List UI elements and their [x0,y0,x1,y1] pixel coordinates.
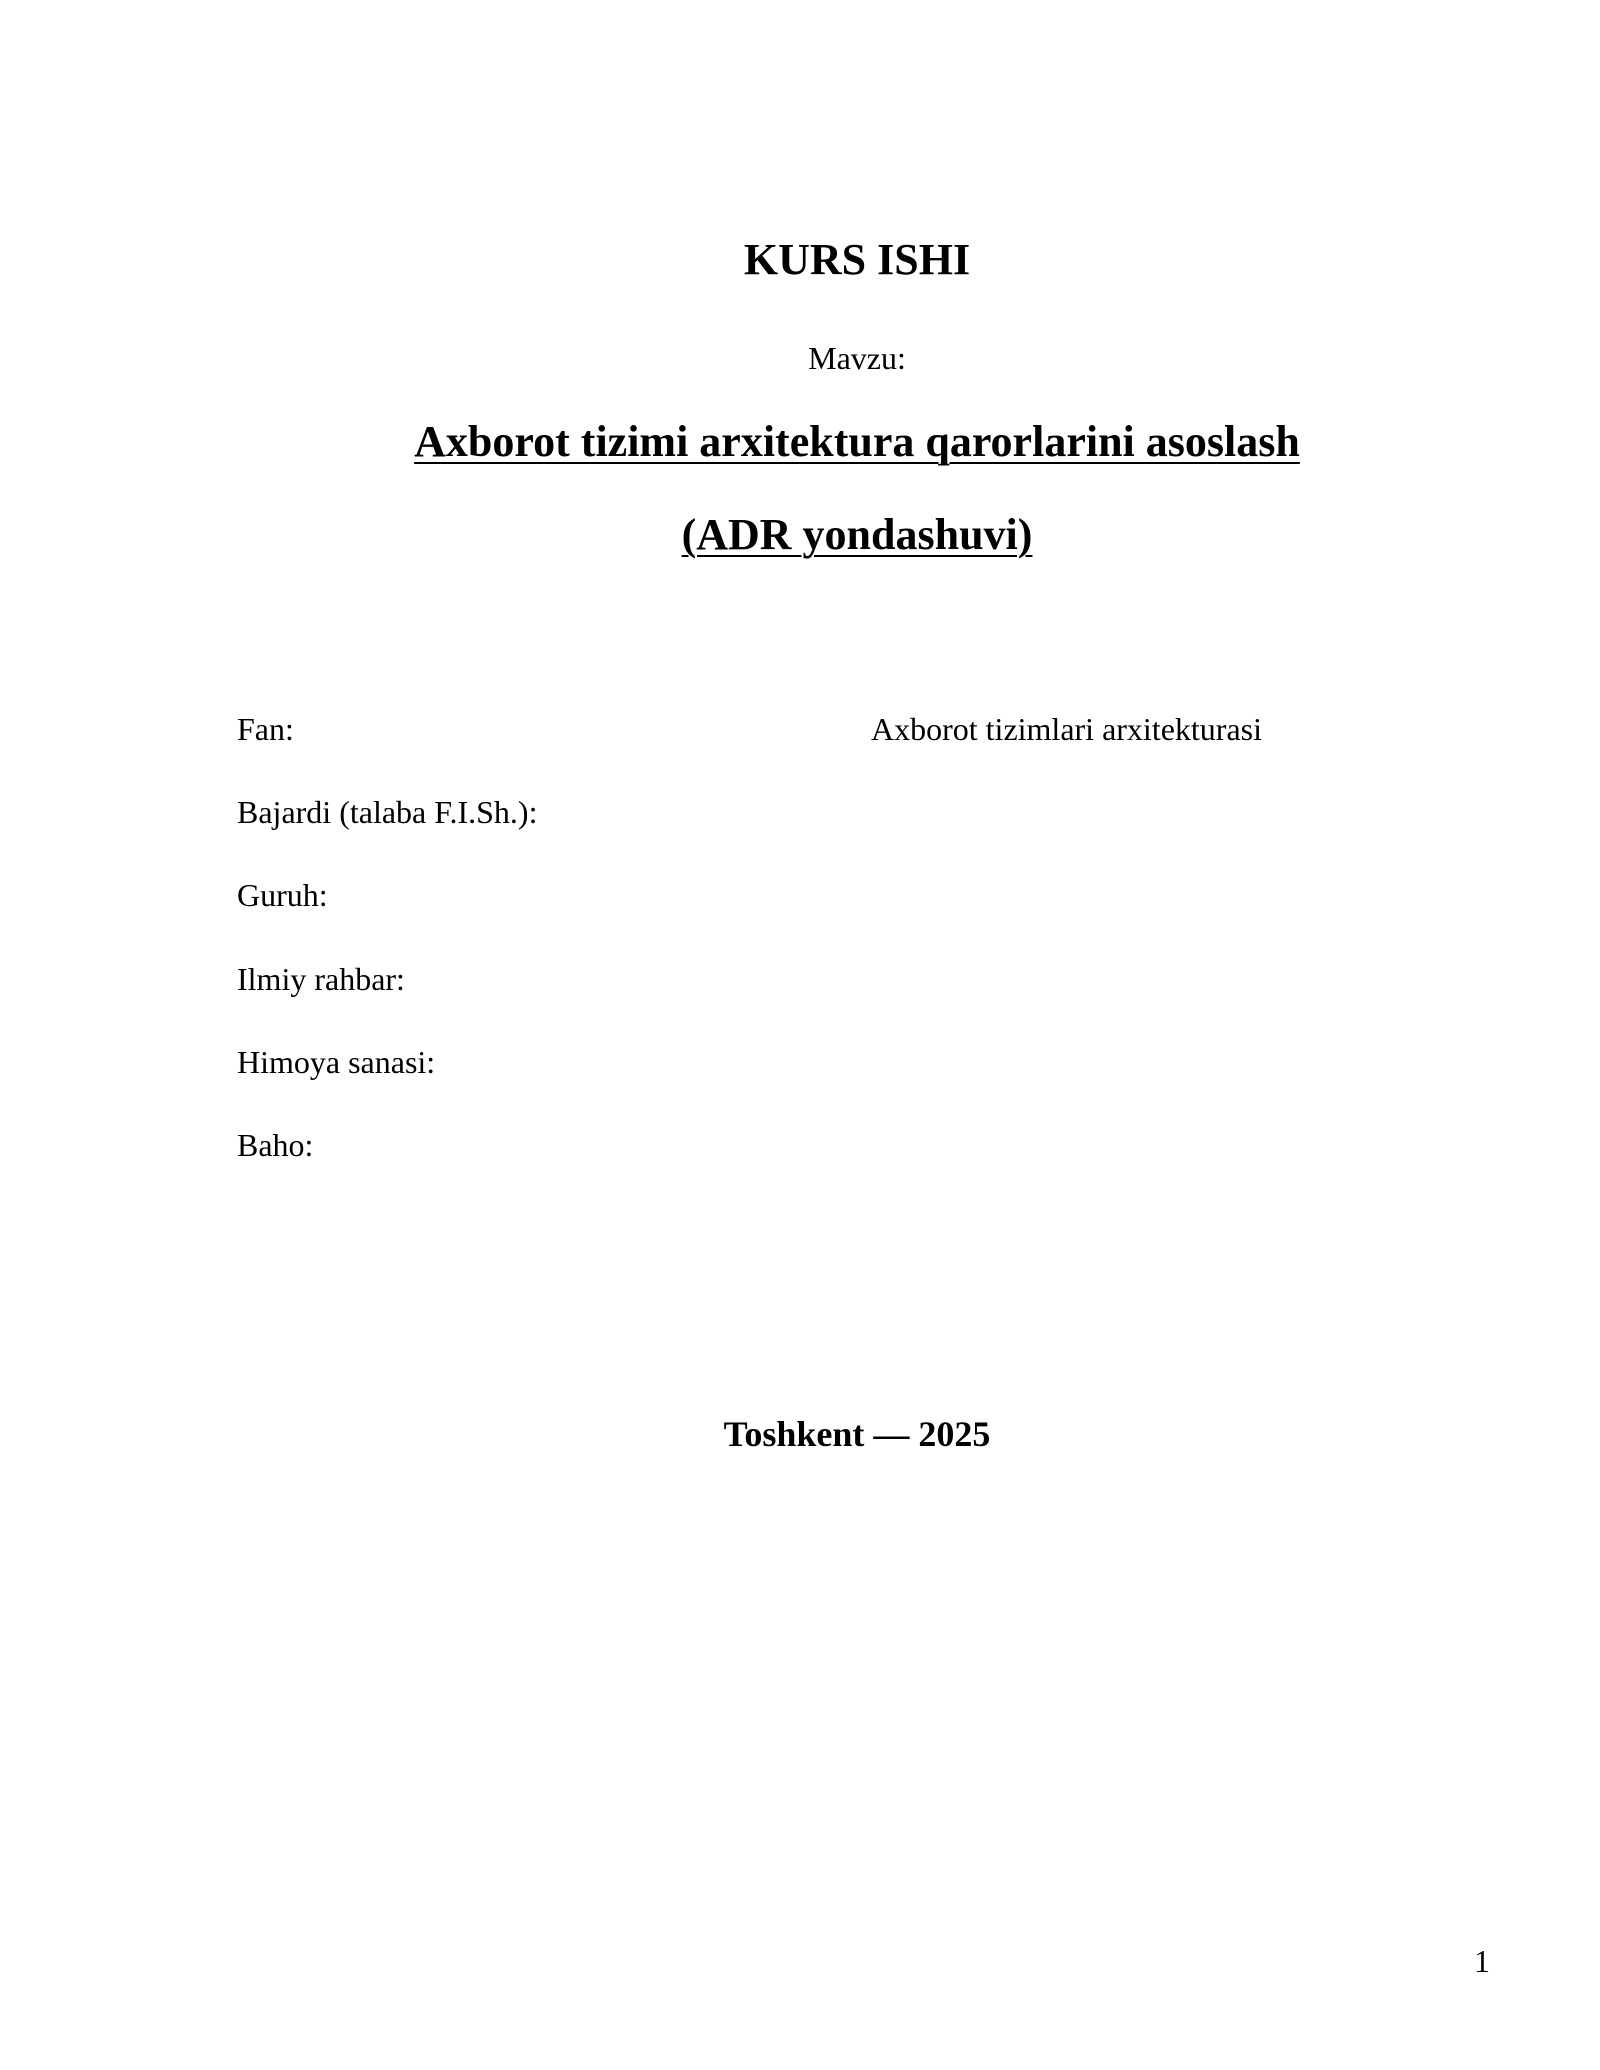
topic-line-2: (ADR yondashuvi) [681,510,1033,559]
info-value-fan: Axborot tizimlari arxitekturasi [871,711,1262,747]
info-label-fan: Fan: [237,711,294,747]
info-label-himoya-sanasi: Himoya sanasi: [237,1044,436,1080]
info-label-guruh: Guruh: [237,877,328,913]
page-number: 1 [1474,1943,1490,1979]
info-label-bajardi: Bajardi (talaba F.I.Sh.): [237,794,538,830]
topic-label: Mavzu: [808,340,906,376]
document-title: KURS ISHI [743,235,971,284]
footer-city-year: Toshkent — 2025 [723,1414,991,1454]
info-label-ilmiy-rahbar: Ilmiy rahbar: [237,961,405,997]
topic-line-1: Axborot tizimi arxitektura qarorlarini asoslash [414,417,1300,466]
info-label-baho: Baho: [237,1127,314,1163]
